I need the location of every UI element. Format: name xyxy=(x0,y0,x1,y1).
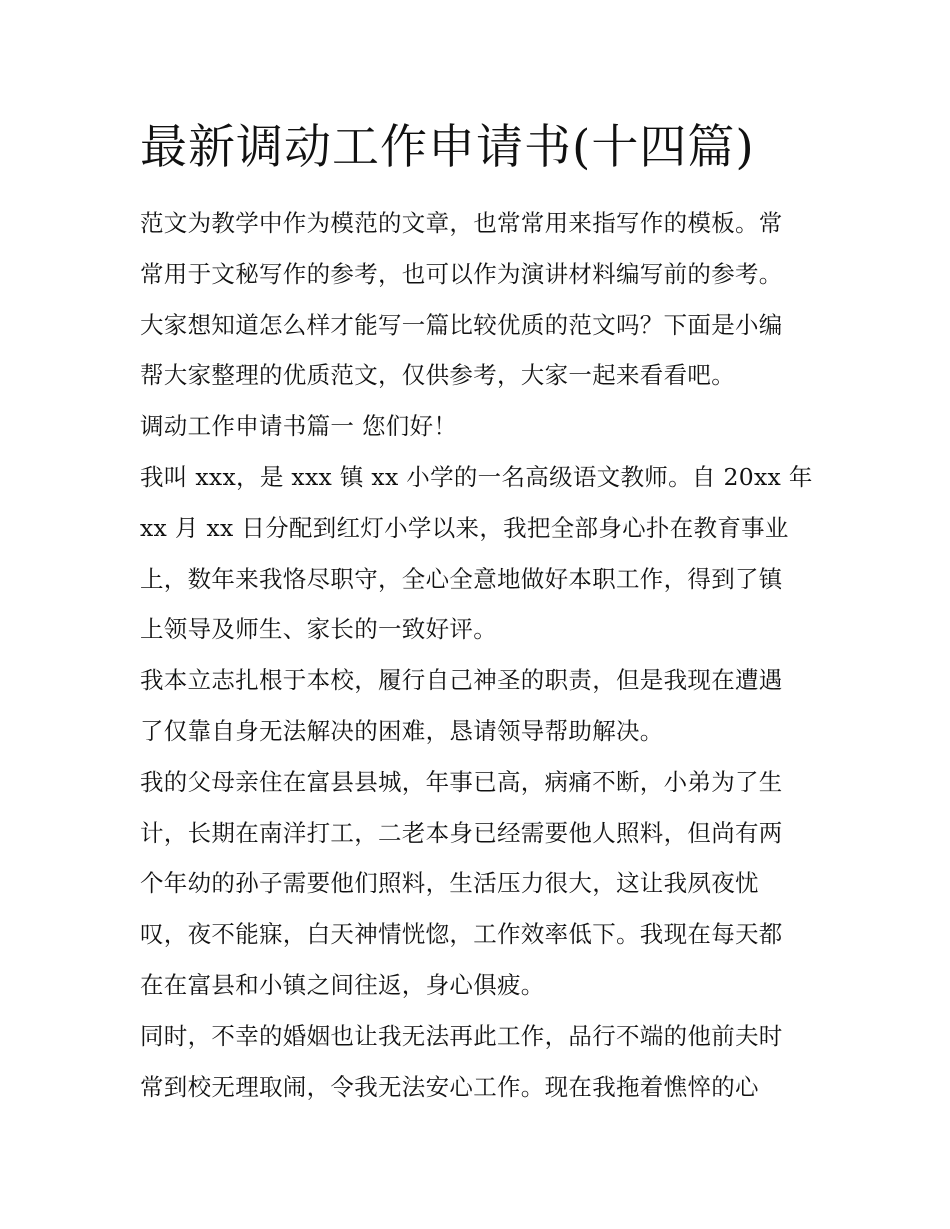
body-line: 常用于文秘写作的参考，也可以作为演讲材料编写前的参考。 xyxy=(140,260,783,288)
body-line: 计，长期在南洋打工，二老本身已经需要他人照料，但尚有两 xyxy=(140,819,783,847)
body-line: 个年幼的孙子需要他们照料，生活压力很大，这让我夙夜忧 xyxy=(140,869,759,897)
body-line: 了仅靠自身无法解决的困难，恳请领导帮助解决。 xyxy=(140,717,664,745)
body-line: 大家想知道怎么样才能写一篇比较优质的范文吗？下面是小编 xyxy=(140,311,783,339)
body-line: 上领导及师生、家长的一致好评。 xyxy=(140,615,497,643)
body-line: 同时，不幸的婚姻也让我无法再此工作，品行不端的他前夫时 xyxy=(140,1022,783,1050)
body-line: 我本立志扎根于本校，履行自己神圣的职责，但是我现在遭遇 xyxy=(140,666,783,694)
body-line: 上，数年来我恪尽职守，全心全意地做好本职工作，得到了镇 xyxy=(140,565,783,593)
body-line: 叹，夜不能寐，白天神情恍惚，工作效率低下。我现在每天都 xyxy=(140,920,783,948)
body-line: 我的父母亲住在富县县城，年事已高，病痛不断，小弟为了生 xyxy=(140,768,783,796)
body-line: 我叫 xxx，是 xxx 镇 xx 小学的一名高级语文教师。自 20xx 年 xyxy=(140,463,813,491)
body-line: xx 月 xx 日分配到红灯小学以来，我把全部身心扑在教育事业 xyxy=(140,514,789,542)
body-line: 范文为教学中作为模范的文章，也常常用来指写作的模板。常 xyxy=(140,209,783,237)
body-line: 调动工作申请书篇一 您们好！ xyxy=(140,412,458,440)
body-line: 常到校无理取闹，令我无法安心工作。现在我拖着憔悴的心 xyxy=(140,1073,759,1101)
body-line: 在在富县和小镇之间往返，身心俱疲。 xyxy=(140,971,545,999)
body-line: 帮大家整理的优质范文，仅供参考，大家一起来看看吧。 xyxy=(140,361,735,389)
document-title: 最新调动工作申请书(十四篇) xyxy=(140,120,755,175)
